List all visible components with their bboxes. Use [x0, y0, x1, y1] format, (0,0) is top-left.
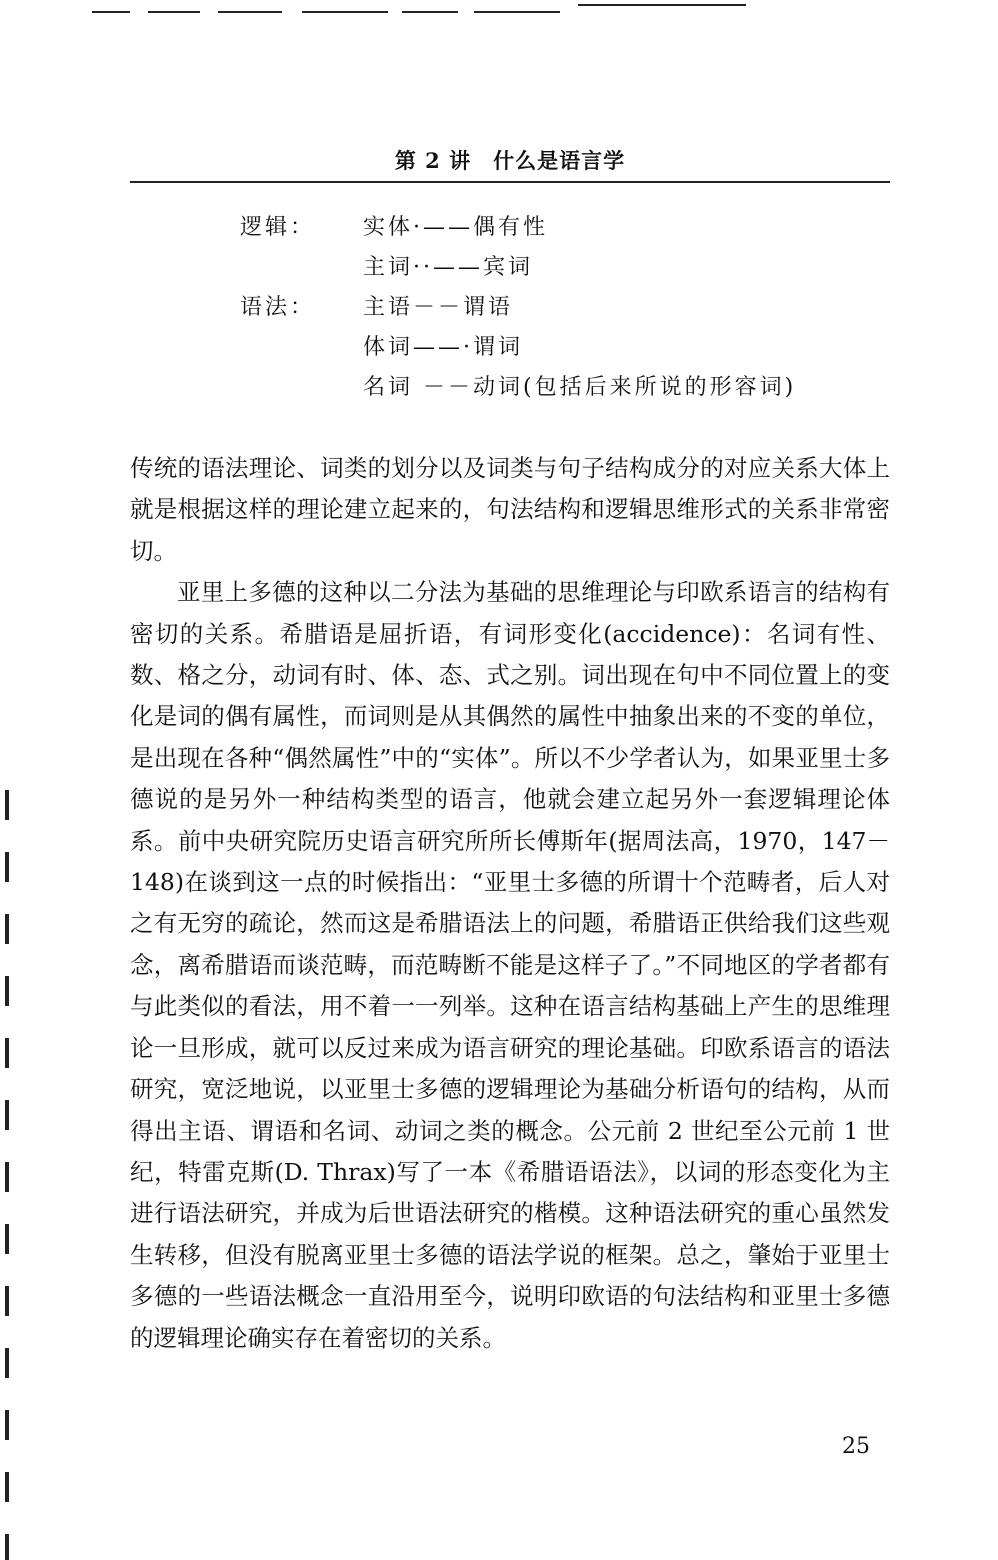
body-text: [130, 448, 890, 1359]
contrast-row: [240, 252, 860, 292]
contrast-row: [240, 212, 860, 252]
contrast-table: [240, 212, 860, 412]
contrast-pair: 主语－－谓语: [363, 295, 514, 320]
binding-edge-marks: [5, 790, 9, 1560]
paragraph: 亚里上多德的这种以二分法为基础的思维理论与印欧系语言的结构有密切的关系。希腊语是屈折语，有词形变化(accidence)：名词有性、数、格之分，动词有时、体、态、式之别。词出现在句中不同位置上的变化是词的偶有属性，而词则是从其偶然的属性中抽象出来的不变的单位，是出现在各种“偶然属性”中的“实体”。所以不少学者认为，如果亚里士多德说的是另外一种结构类型的语言，他就会建立起另外一套逻辑理论体系。前中央研究院历史语言研究所所长傅斯年(据周法高，1970，147－148)在谈到这一点的时候指出：“亚里士多德的所谓十个范畴者，后人对之有无穷的疏论，然而这是希腊语法上的问题，希腊语正供给我们这些观念，离希腊语而谈范畴，而范畴断不能是这样子了。”不同地区的学者都有与此类似的看法，用不着一一列举。这种在语言结构基础上产生的思维理论一旦形成，就可以反过来成为语言研究的理论基础。印欧系语言的语法研究，宽泛地说，以亚里士多德的逻辑理论为基础分析语句的结构，从而得出主语、谓语和名词、动词之类的概念。公元前 2 世纪至公元前 1 世纪，特雷克斯(D. Thrax)写了一本《希腊语语法》，以词的形态变化为主进行语法研究，并成为后世语法研究的楷模。这种语法研究的重心虽然发生转移，但没有脱离亚里士多德的语法学说的框架。总之，肇始于亚里士多德的一些语法概念一直沿用至今，说明印欧语的句法结构和亚里士多德的逻辑理论确实存在着密切的关系。: [130, 578, 890, 1352]
running-head: 第 2 讲 什么是语言学: [394, 148, 626, 173]
contrast-label: 语法：: [240, 295, 316, 320]
contrast-pair: 主词··——宾词: [363, 255, 533, 280]
page-number: 25: [842, 1434, 870, 1459]
header-rule: [130, 181, 890, 183]
contrast-row: [240, 332, 860, 372]
contrast-row: [240, 372, 860, 412]
contrast-pair: 体词——·谓词: [363, 335, 523, 360]
contrast-row: [240, 292, 860, 332]
contrast-pair: 实体·——偶有性: [363, 215, 548, 240]
contrast-pair: 名词 －－动词(包括后来所说的形容词): [363, 375, 797, 400]
scan-edge-marks: [92, 4, 752, 16]
paragraph: 传统的语法理论、词类的划分以及词类与句子结构成分的对应关系大体上就是根据这样的理论建立起来的，句法结构和逻辑思维形式的关系非常密切。: [130, 454, 890, 565]
contrast-label: 逻辑：: [240, 215, 316, 240]
